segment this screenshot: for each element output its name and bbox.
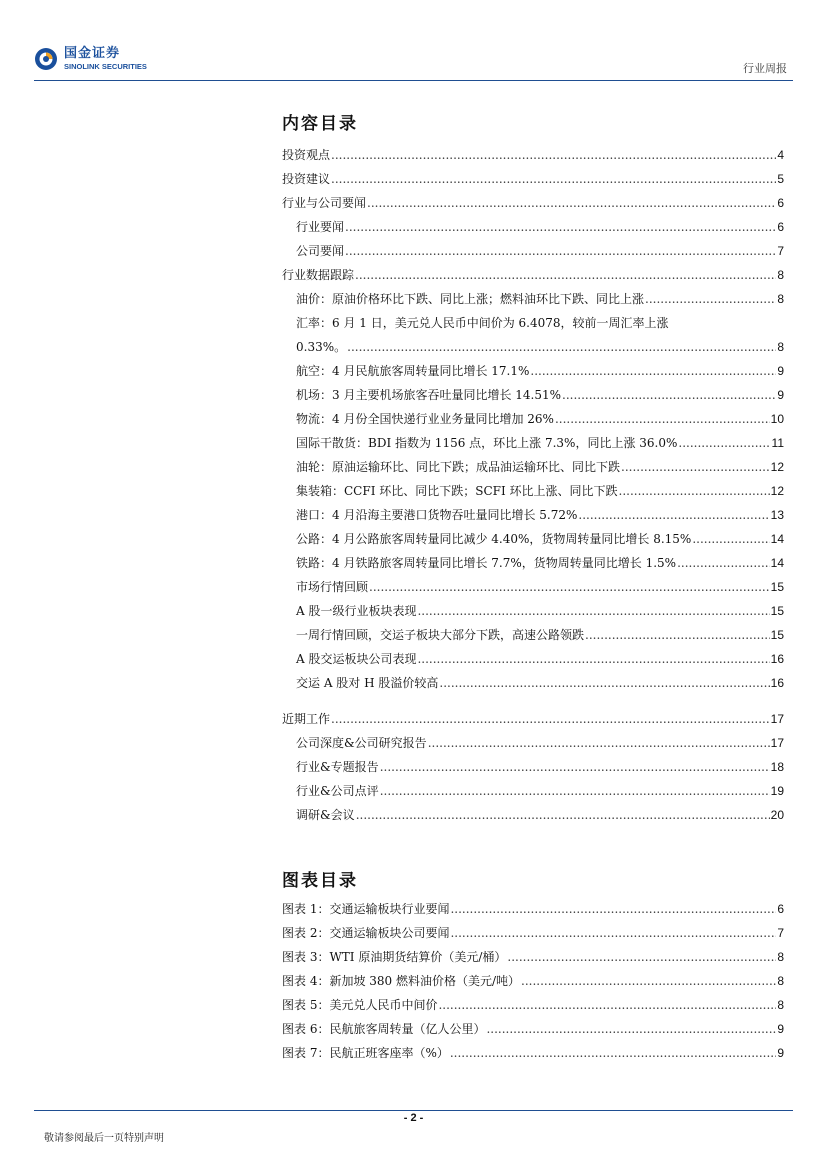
toc-entry[interactable] <box>296 458 784 475</box>
toc-entry[interactable] <box>296 758 784 775</box>
entry-page-number: 13 <box>770 508 784 522</box>
figure-entry[interactable] <box>282 1044 784 1061</box>
dot-leader <box>450 902 776 916</box>
page-header <box>0 0 827 82</box>
dot-leader <box>678 436 770 450</box>
entry-page-number: 15 <box>770 580 784 594</box>
entry-page-number: 12 <box>770 460 784 474</box>
entry-page-number: 5 <box>777 172 784 186</box>
dot-leader <box>645 292 776 306</box>
dot-leader <box>585 628 770 642</box>
entry-page-number: 7 <box>777 926 784 940</box>
dot-leader <box>380 760 770 774</box>
entry-page-number: 6 <box>777 902 784 916</box>
entry-page-number: 6 <box>777 196 784 210</box>
entry-title: 油轮：原油运输环比、同比下跌；成品油运输环比、同比下跌 <box>296 460 621 474</box>
company-logo <box>34 47 147 71</box>
entry-page-number: 10 <box>770 412 784 426</box>
entry-title: 投资建议 <box>282 172 331 186</box>
logo-text-cn: 国金证券 <box>64 46 121 62</box>
entry-title: 航空：4 月民航旅客周转量同比增长 17.1% <box>296 364 530 378</box>
entry-title: 国际干散货：BDI 指数为 1156 点，环比上涨 7.3%，同比上涨 36.0% <box>296 436 678 450</box>
entry-page-number: 7 <box>777 244 784 258</box>
toc-entry[interactable] <box>296 218 784 235</box>
entry-page-number: 17 <box>770 736 784 750</box>
dot-leader <box>530 364 776 378</box>
toc-entry[interactable] <box>296 410 784 427</box>
footer-divider <box>34 1110 793 1111</box>
entry-page-number: 8 <box>777 340 784 354</box>
entry-title: 0.33%。 <box>296 340 347 354</box>
figure-entry[interactable] <box>282 972 784 989</box>
toc-title: 内容目录 <box>282 114 358 134</box>
entry-page-number: 8 <box>777 268 784 282</box>
entry-page-number: 8 <box>777 950 784 964</box>
toc-entry[interactable] <box>296 362 784 379</box>
entry-page-number: 4 <box>777 148 784 162</box>
entry-title: 行业数据跟踪 <box>282 268 355 282</box>
entry-page-number: 8 <box>777 998 784 1012</box>
dot-leader <box>621 460 770 474</box>
dot-leader <box>450 926 776 940</box>
dot-leader <box>331 172 776 186</box>
entry-title: 图表 4：新加坡 380 燃料油价格（美元/吨） <box>282 974 521 988</box>
dot-leader <box>355 268 776 282</box>
entry-title: 调研&会议 <box>296 808 355 822</box>
entry-page-number: 11 <box>771 436 784 450</box>
dot-leader <box>521 974 776 988</box>
entry-page-number: 8 <box>777 292 784 306</box>
dot-leader <box>507 950 776 964</box>
dot-leader <box>369 580 770 594</box>
dot-leader <box>347 340 776 354</box>
entry-page-number: 15 <box>770 604 784 618</box>
toc-entry[interactable] <box>296 530 784 547</box>
dot-leader <box>428 736 770 750</box>
entry-title: 近期工作 <box>282 712 331 726</box>
logo-icon <box>34 47 58 71</box>
figure-entry[interactable] <box>282 924 784 941</box>
toc-entry[interactable] <box>296 650 784 667</box>
entry-title: 图表 1：交通运输板块行业要闻 <box>282 902 450 916</box>
dot-leader <box>619 484 770 498</box>
dot-leader <box>450 1046 776 1060</box>
toc-entry[interactable] <box>296 386 784 403</box>
disclaimer-note: 敬请参阅最后一页特别声明 <box>44 1133 164 1144</box>
entry-title: 图表 2：交通运输板块公司要闻 <box>282 926 450 940</box>
toc-entry[interactable] <box>296 602 784 619</box>
toc-entry[interactable] <box>296 434 784 451</box>
figure-entry[interactable] <box>282 900 784 917</box>
entry-title: 油价：原油价格环比下跌、同比上涨；燃料油环比下跌、同比上涨 <box>296 292 645 306</box>
toc-entry[interactable] <box>296 554 784 571</box>
entry-title: 机场：3 月主要机场旅客吞吐量同比增长 14.51% <box>296 388 562 402</box>
entry-title: 公司要闻 <box>296 244 345 258</box>
dot-leader <box>367 196 776 210</box>
dot-leader <box>438 998 776 1012</box>
dot-leader <box>692 532 769 546</box>
dot-leader <box>417 604 769 618</box>
toc-entry[interactable] <box>282 146 784 163</box>
entry-page-number: 8 <box>777 974 784 988</box>
entry-page-number: 9 <box>777 1022 784 1036</box>
toc-entry[interactable] <box>296 806 784 823</box>
figure-entry[interactable] <box>282 948 784 965</box>
dot-leader <box>356 808 770 822</box>
entry-title: 一周行情回顾，交运子板块大部分下跌，高速公路领跌 <box>296 628 585 642</box>
entry-title: 行业&专题报告 <box>296 760 379 774</box>
entry-title: 行业与公司要闻 <box>282 196 367 210</box>
figure-list-title: 图表目录 <box>282 871 358 891</box>
dot-leader <box>439 676 769 690</box>
dot-leader <box>331 712 770 726</box>
figure-entry[interactable] <box>282 1020 784 1037</box>
toc-entry[interactable] <box>282 266 784 283</box>
entry-page-number: 16 <box>770 676 784 690</box>
dot-leader <box>345 220 776 234</box>
figure-entry[interactable] <box>282 996 784 1013</box>
entry-page-number: 6 <box>777 220 784 234</box>
entry-page-number: 9 <box>777 1046 784 1060</box>
header-divider <box>34 80 793 81</box>
entry-page-number: 9 <box>777 388 784 402</box>
entry-title: A 股一级行业板块表现 <box>296 604 417 618</box>
toc-entry[interactable] <box>296 626 784 643</box>
entry-title: 行业&公司点评 <box>296 784 379 798</box>
dot-leader <box>677 556 770 570</box>
entry-page-number: 15 <box>770 628 784 642</box>
entry-title: 投资观点 <box>282 148 331 162</box>
report-type: 行业周报 <box>743 62 787 75</box>
toc-entry[interactable] <box>296 506 784 523</box>
toc-entry[interactable] <box>296 734 784 751</box>
entry-title: 物流：4 月份全国快递行业业务量同比增加 26% <box>296 412 554 426</box>
entry-title: 行业要闻 <box>296 220 345 234</box>
toc-entry[interactable] <box>296 674 784 691</box>
entry-page-number: 14 <box>770 556 784 570</box>
entry-title: A 股交运板块公司表现 <box>296 652 417 666</box>
toc-entry[interactable] <box>282 170 784 187</box>
toc-entry[interactable] <box>296 578 784 595</box>
toc-entry[interactable] <box>296 338 784 355</box>
toc-entry[interactable]: 汇率：6 月 1 日，美元兑人民币中间价为 6.4078，较前一周汇率上涨 <box>296 316 669 330</box>
entry-title: 交运 A 股对 H 股溢价较高 <box>296 676 439 690</box>
entry-title: 图表 5：美元兑人民币中间价 <box>282 998 438 1012</box>
dot-leader <box>417 652 769 666</box>
dot-leader <box>331 148 776 162</box>
dot-leader <box>486 1022 776 1036</box>
logo-text-en: SINOLINK SECURITIES <box>64 62 147 72</box>
dot-leader <box>380 784 770 798</box>
entry-page-number: 12 <box>770 484 784 498</box>
entry-page-number: 9 <box>777 364 784 378</box>
entry-page-number: 14 <box>770 532 784 546</box>
entry-page-number: 16 <box>770 652 784 666</box>
entry-page-number: 18 <box>770 760 784 774</box>
entry-title: 集装箱：CCFI 环比、同比下跌；SCFI 环比上涨、同比下跌 <box>296 484 618 498</box>
entry-page-number: 17 <box>770 712 784 726</box>
toc-entry[interactable] <box>282 194 784 211</box>
entry-title: 公司深度&公司研究报告 <box>296 736 427 750</box>
toc-entry[interactable] <box>296 242 784 259</box>
entry-title: 市场行情回顾 <box>296 580 369 594</box>
dot-leader <box>555 412 770 426</box>
dot-leader <box>345 244 776 258</box>
toc-entry[interactable] <box>282 710 784 727</box>
dot-leader <box>578 508 769 522</box>
toc-entry[interactable] <box>296 482 784 499</box>
entry-title: 公路：4 月公路旅客周转量同比减少 4.40%，货物周转量同比增长 8.15% <box>296 532 692 546</box>
entry-title: 图表 6：民航旅客周转量（亿人公里） <box>282 1022 486 1036</box>
entry-title: 图表 3：WTI 原油期货结算价（美元/桶） <box>282 950 507 964</box>
entry-title: 图表 7：民航正班客座率（%） <box>282 1046 449 1060</box>
entry-title: 港口：4 月沿海主要港口货物吞吐量同比增长 5.72% <box>296 508 578 522</box>
dot-leader <box>562 388 776 402</box>
entry-page-number: 20 <box>770 808 784 822</box>
page-number: - 2 - <box>403 1112 424 1124</box>
entry-title: 铁路：4 月铁路旅客周转量同比增长 7.7%，货物周转量同比增长 1.5% <box>296 556 677 570</box>
entry-page-number: 19 <box>770 784 784 798</box>
toc-entry[interactable] <box>296 782 784 799</box>
toc-entry[interactable] <box>296 290 784 307</box>
